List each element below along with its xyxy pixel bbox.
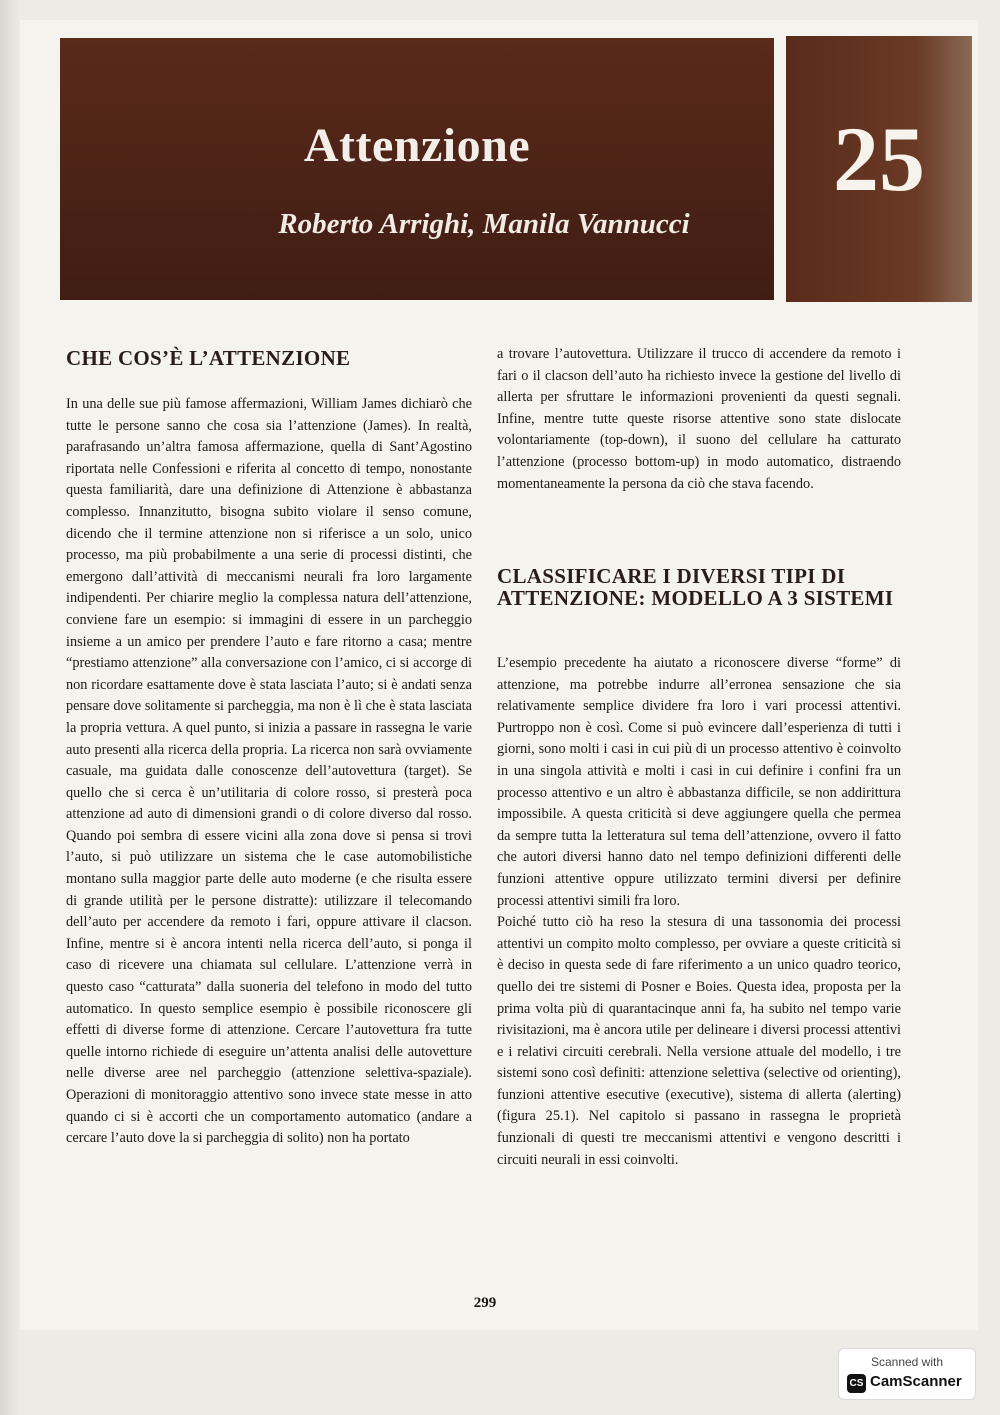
watermark-brand: CamScanner bbox=[870, 1373, 962, 1390]
body-column-left bbox=[66, 394, 472, 1150]
body-column-right-top bbox=[497, 344, 901, 495]
body-column-right-bottom bbox=[497, 653, 901, 1171]
body-paragraph: In una delle sue più famose affermazioni, William James dichiarò che tutte le persone sanno che cosa sia l’attenzione (James). In realtà, parafrasando un’altra famosa affermazione, quella di Sant’Agostino riportata nelle Confessioni e riferita al concetto di tempo, nonostante questa familiarità, dare una definizione di Attenzione è abbastanza complesso. Innanzitutto, bisogna subito violare il senso comune, dicendo che il termine attenzione non si riferisce a un solo, unico processo, ma più probabilmente a una serie di processi distinti, che emergono dall’attività di meccanismi neurali fra loro largamente indipendenti. Per chiarire meglio la complessa natura dell’attenzione, conviene fare un esempio: si immagini di essere in un parcheggio insieme a un amico per prendere l’auto e fare ritorno a casa; mentre “prestiamo attenzione” alla conversazione con l’amico, ci si accorge di non ricordare esattamente dove è stata lasciata l’auto; si è andati senza pensare dove solitamente si parcheggia, ma non è lì che è stata lasciata la propria vettura. A quel punto, si inizia a passare in rassegna le varie auto presenti alla ricerca della propria. La ricerca non sarà ovviamente casuale, ma guidata dalle conoscenze dell’autovettura (target). Se quello che si cerca è un’utilitaria di colore rosso, si presterà poca attenzione ad auto di dimensioni grandi o di colore diverso dal rosso. Quando poi sembra di essere vicini alla zona dove si pensa si trovi l’auto, si può utilizzare un sistema che le case automobilistiche montano sulla maggior parte delle auto moderne (e che risulta essere di grande utilità per le persone distratte): utilizzare il telecomando dell’auto per accendere da remoto i fari, oppure attivare il clacson. Infine, mentre si è ancora intenti nella ricerca dell’auto, si ponga il caso di ricevere una chiamata sul cellulare. L’attenzione verrà in questo caso “catturata” dalla suoneria del telefono in modo del tutto automatico. In questo semplice esempio è possibile riconoscere gli effetti di diverse forme di attenzione. Cercare l’autovettura fra tutte quelle intorno richiede di eseguire un’attenta analisi delle autovetture nelle diverse aree nel parcheggio (attenzione selettiva-spaziale). Operazioni di monitoraggio attentivo sono invece state messe in atto quando ci si è accorti che un comportamento automatico (andare a cercare l’auto dove la si parcheggia di solito) non ha portato bbox=[66, 396, 472, 1147]
body-paragraph: Poiché tutto ciò ha reso la stesura di una tassonomia dei processi attentivi un compito molto complesso, per ovviare a queste criticità si è deciso in questa sede di fare riferimento a un unico quadro teorico, quello dei tre sistemi di Posner e Boies. Questa idea, proposta per la prima volta più di quarantacinque anni fa, ha subito nel tempo varie rivisitazioni, ma è ancora utile per delineare i diversi processi attentivi e i relativi circuiti cerebrali. Nella versione attuale del modello, i tre sistemi sono così definiti: attenzione selettiva (selective od orienting), funzioni attentive esecutive (executive), sistema di allerta (alerting) (figura 25.1). Nel capitolo si passano in rassegna le proprietà funzionali di questi tre meccanismi attentivi e vengono descritti i circuiti neurali in essi coinvolti. bbox=[497, 914, 901, 1168]
section-heading-what-is-attention: CHE COS’È L’ATTENZIONE bbox=[66, 346, 351, 370]
body-paragraph: a trovare l’autovettura. Utilizzare il trucco di accendere da remoto i fari o il clacson dell’auto ha richiesto invece la gestione del livello di allerta per sfruttare le informazioni provenienti da questi segnali. Infine, mentre tutte queste risorse attentive sono state dislocate volontariamente (top-down), il suono del cellulare ha catturato l’attenzione (processo bottom-up) in modo automatico, distraendo momentaneamente la persona da ciò che stava facendo. bbox=[497, 346, 901, 492]
watermark-caption: Scanned with bbox=[870, 1355, 944, 1369]
camscanner-logo-icon: CS bbox=[847, 1374, 866, 1393]
body-paragraph: L’esempio precedente ha aiutato a riconoscere diverse “forme” di attenzione, ma potrebbe indurre all’erronea sensazione che sia relativamente semplice dividere fra loro i vari processi attentivi. Purtroppo non è così. Come si può evincere dall’esperienza di tutti i giorni, sono molti i casi in cui più di un processo attentivo è coinvolto in una singola attività e molti i casi in cui definire i confini fra un processo attentivo e un altro è abbastanza difficile, se non addirittura impossibile. A questa criticità si deve aggiungere quella che permea da sempre tutta la letteratura sul tema dell’attenzione, ovvero il fatto che autori diversi hanno dato nel tempo definizioni differenti delle funzioni attentive oppure utilizzato termini diversi per definire processi attentivi simili fra loro. bbox=[497, 655, 901, 909]
chapter-title: Attenzione bbox=[303, 119, 531, 172]
chapter-number: 25 bbox=[833, 108, 925, 210]
section-heading-classify-attention: CLASSIFICARE I DIVERSI TIPI DI ATTENZIONE: MODELLO A 3 SISTEMI bbox=[497, 564, 894, 610]
camscanner-watermark bbox=[838, 1348, 976, 1400]
page-number: 299 bbox=[473, 1295, 497, 1311]
chapter-authors: Roberto Arrighi, Manila Vannucci bbox=[278, 208, 690, 240]
scan-edge-shadow bbox=[0, 0, 20, 1415]
